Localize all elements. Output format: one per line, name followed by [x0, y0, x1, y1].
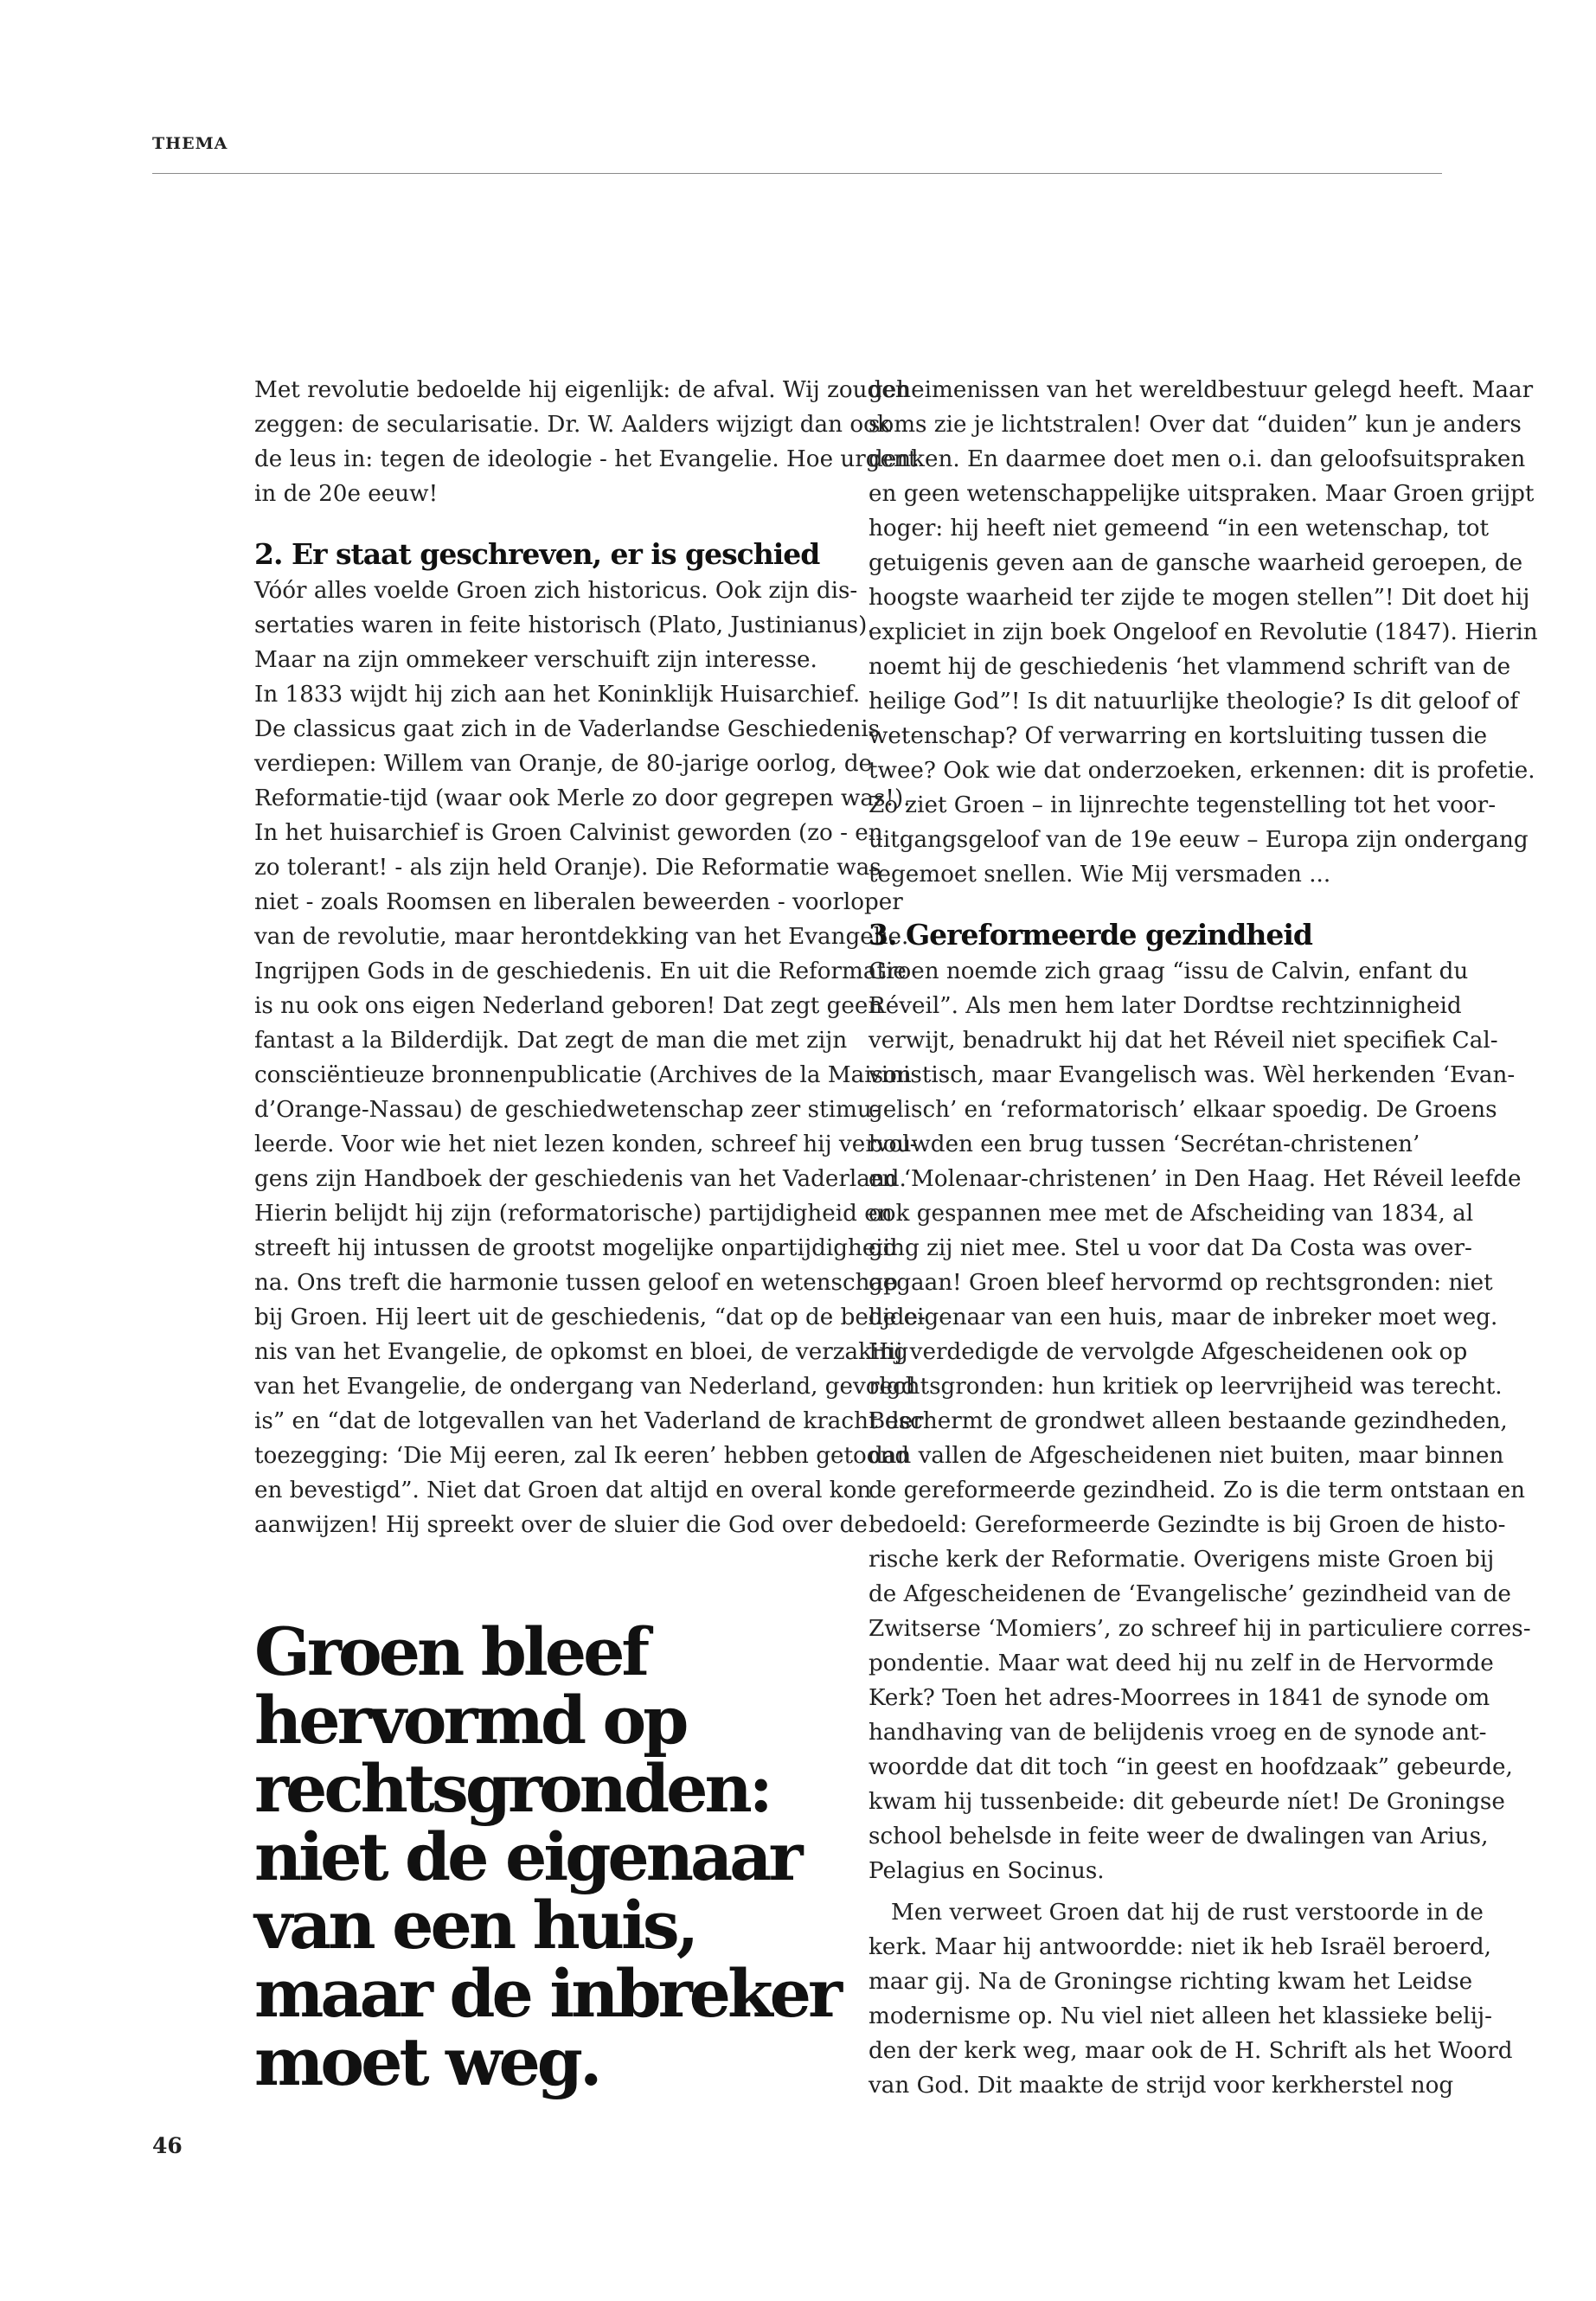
text-line: nis van het Evangelie, de opkomst en bloei, de verzaking — [254, 1339, 909, 1365]
text-line: bij Groen. Hij leert uit de geschiedenis, “dat op de belijde- — [254, 1304, 926, 1330]
text-line: Met revolutie bedoelde hij eigenlijk: de afval. Wij zouden — [254, 377, 910, 403]
text-line: Vóór alles voelde Groen zich historicus. Ook zijn dis- — [254, 578, 858, 604]
page-number: 46 — [152, 2133, 183, 2158]
text-line: getuigenis geven aan de gansche waarheid geroepen, de — [869, 550, 1523, 576]
section-heading-3: 3. Gereformeerde gezindheid — [869, 918, 1312, 952]
left-intro — [254, 373, 918, 511]
left-column — [254, 373, 926, 1542]
text-line: en bevestigd”. Niet dat Groen dat altijd en overal kon — [254, 1477, 872, 1503]
text-line: ging zij niet mee. Stel u voor dat Da Costa was over- — [869, 1235, 1472, 1261]
text-line: woordde dat dit toch “in geest en hoofdzaak” gebeurde, — [869, 1754, 1513, 1780]
text-line: is nu ook ons eigen Nederland geboren! Dat zegt geen — [254, 993, 883, 1019]
text-line: en ‘Molenaar-christenen’ in Den Haag. Het Réveil leefde — [869, 1166, 1522, 1192]
text-line: rische kerk der Reformatie. Overigens miste Groen bij — [869, 1547, 1495, 1573]
text-line: gegaan! Groen bleef hervormd op rechtsgronden: niet — [869, 1270, 1493, 1296]
text-line: gelisch’ en ‘reformatorisch’ elkaar spoedig. De Groens — [869, 1097, 1497, 1123]
header-divider — [152, 173, 1442, 174]
text-line: In 1833 wijdt hij zich aan het Koninklijk Huisarchief. — [254, 682, 861, 708]
text-line: is” en “dat de lotgevallen van het Vaderland de kracht der — [254, 1408, 924, 1434]
text-line: streeft hij intussen de grootst mogelijke onpartijdigheid — [254, 1235, 898, 1261]
right-body — [869, 954, 1531, 1888]
text-line: geheimenissen van het wereldbestuur gelegd heeft. Maar — [869, 377, 1534, 403]
text-line: zo tolerant! - als zijn held Oranje). Die Reformatie was — [254, 855, 881, 881]
text-line: hoger: hij heeft niet gemeend “in een wetenschap, tot — [869, 516, 1490, 542]
text-line: uitgangsgeloof van de 19e eeuw – Europa zijn ondergang — [869, 827, 1529, 853]
text-line: de Afgescheidenen de ‘Evangelische’ gezindheid van de — [869, 1581, 1511, 1607]
text-line: sertaties waren in feite historisch (Plato, Justinianus). — [254, 612, 875, 638]
pull-quote-line: van een huis, — [254, 1887, 696, 1964]
text-line: bouwden een brug tussen ‘Secrétan-christenen’ — [869, 1131, 1420, 1157]
text-line: tegemoet snellen. Wie Mij versmaden ... — [869, 862, 1331, 888]
text-line: soms zie je lichtstralen! Over dat “duiden” kun je anders — [869, 412, 1522, 438]
text-line: gens zijn Handboek der geschiedenis van het Vaderland. — [254, 1166, 907, 1192]
text-line: den der kerk weg, maar ook de H. Schrift als het Woord — [869, 2038, 1513, 2064]
right-intro — [869, 373, 1538, 892]
text-line: Réveil”. Als men hem later Dordtse rechtzinnigheid — [869, 993, 1462, 1019]
text-line: consciëntieuze bronnenpublicatie (Archives de la Maison — [254, 1062, 912, 1088]
pull-quote-line: niet de eigenaar — [254, 1818, 800, 1895]
text-line: de eigenaar van een huis, maar de inbreker moet weg. — [869, 1304, 1498, 1330]
text-line: aanwijzen! Hij spreekt over de sluier die God over de — [254, 1512, 868, 1538]
pull-quote-line: moet weg. — [254, 2023, 599, 2100]
text-line: Kerk? Toen het adres-Moorrees in 1841 de synode om — [869, 1685, 1490, 1711]
text-line: school behelsde in feite weer de dwalingen van Arius, — [869, 1823, 1489, 1849]
text-line: de gereformeerde gezindheid. Zo is die term ontstaan en — [869, 1477, 1525, 1503]
text-line: van de revolutie, maar herontdekking van het Evangelie. — [254, 924, 909, 950]
text-line: De classicus gaat zich in de Vaderlandse Geschiedenis — [254, 716, 881, 742]
left-body — [254, 574, 926, 1542]
pull-quote-line: maar de inbreker — [254, 1955, 840, 2032]
text-line: van God. Dit maakte de strijd voor kerkherstel nog — [869, 2073, 1454, 2099]
right-body-2-first: Men verweet Groen dat hij de rust verstoorde in de — [891, 1900, 1484, 1926]
text-line: Hierin belijdt hij zijn (reformatorische) partijdigheid en — [254, 1201, 893, 1227]
section-heading-2: 2. Er staat geschreven, er is geschied — [254, 537, 820, 571]
text-line: toezegging: ‘Die Mij eeren, zal Ik eeren’ hebben getoond — [254, 1443, 910, 1469]
pull-quote — [254, 1613, 840, 2100]
section-label: THEMA — [152, 134, 228, 153]
text-line: zeggen: de secularisatie. Dr. W. Aalders wijzigt dan ook — [254, 412, 891, 438]
text-line: vinistisch, maar Evangelisch was. Wèl herkenden ‘Evan- — [869, 1062, 1516, 1088]
text-line: en geen wetenschappelijke uitspraken. Maar Groen grijpt — [869, 481, 1535, 507]
text-line: Ingrijpen Gods in de geschiedenis. En uit die Reformatie — [254, 958, 907, 984]
text-line: pondentie. Maar wat deed hij nu zelf in de Hervormde — [869, 1650, 1494, 1676]
pull-quote-line: rechtsgronden: — [254, 1750, 770, 1827]
text-line: Zwitserse ‘Momiers’, zo schreef hij in particuliere corres- — [869, 1616, 1531, 1642]
text-line: kerk. Maar hij antwoordde: niet ik heb Israël beroerd, — [869, 1934, 1491, 1960]
text-line: handhaving van de belijdenis vroeg en de synode ant- — [869, 1720, 1487, 1746]
text-line: modernisme op. Nu viel niet alleen het klassieke belij- — [869, 2003, 1492, 2029]
text-line: in de 20e eeuw! — [254, 481, 439, 507]
text-line: Maar na zijn ommekeer verschuift zijn interesse. — [254, 647, 817, 673]
right-column — [869, 373, 1538, 2103]
text-line: maar gij. Na de Groningse richting kwam het Leidse — [869, 1969, 1473, 1995]
text-line: denken. En daarmee doet men o.i. dan geloofsuitspraken — [869, 446, 1526, 472]
text-line: de leus in: tegen de ideologie - het Evangelie. Hoe urgent — [254, 446, 918, 472]
text-line: wetenschap? Of verwarring en kortsluiting tussen die — [869, 723, 1488, 749]
text-line: Beschermt de grondwet alleen bestaande gezindheden, — [869, 1408, 1508, 1434]
pull-quote-line: Groen bleef — [254, 1613, 647, 1690]
text-line: verwijt, benadrukt hij dat het Réveil niet specifiek Cal- — [869, 1028, 1498, 1054]
text-line: d’Orange-Nassau) de geschiedwetenschap zeer stimu- — [254, 1097, 880, 1123]
text-line: niet - zoals Roomsen en liberalen beweerden - voorloper — [254, 889, 903, 915]
text-line: hoogste waarheid ter zijde te mogen stellen”! Dit doet hij — [869, 585, 1530, 611]
text-line: Pelagius en Socinus. — [869, 1858, 1105, 1884]
text-line: ook gespannen mee met de Afscheiding van 1834, al — [869, 1201, 1474, 1227]
text-line: Reformatie-tijd (waar ook Merle zo door gegrepen was!). — [254, 785, 911, 811]
text-line: In het huisarchief is Groen Calvinist geworden (zo - en — [254, 820, 883, 846]
right-body-2 — [869, 1930, 1513, 2103]
text-line: van het Evangelie, de ondergang van Nederland, gevolgd — [254, 1374, 916, 1400]
text-line: twee? Ook wie dat onderzoeken, erkennen: dit is profetie. — [869, 758, 1535, 784]
text-line: Groen noemde zich graag “issu de Calvin, enfant du — [869, 958, 1469, 984]
text-line: kwam hij tussenbeide: dit gebeurde níet! De Groningse — [869, 1789, 1505, 1815]
text-line: leerde. Voor wie het niet lezen konden, schreef hij vervol- — [254, 1131, 918, 1157]
text-line: na. Ons treft die harmonie tussen geloof en wetenschap — [254, 1270, 898, 1296]
text-line: Hij verdedigde de vervolgde Afgescheidenen ook op — [869, 1339, 1468, 1365]
text-line: bedoeld: Gereformeerde Gezindte is bij Groen de histo- — [869, 1512, 1506, 1538]
text-line: expliciet in zijn boek Ongeloof en Revolutie (1847). Hierin — [869, 619, 1538, 645]
text-line: dan vallen de Afgescheidenen niet buiten, maar binnen — [869, 1443, 1504, 1469]
text-line: fantast a la Bilderdijk. Dat zegt de man die met zijn — [254, 1028, 848, 1054]
text-line: heilige God”! Is dit natuurlijke theologie? Is dit geloof of — [869, 689, 1519, 715]
text-line: rechtsgronden: hun kritiek op leervrijheid was terecht. — [869, 1374, 1503, 1400]
pull-quote-line: hervormd op — [254, 1682, 686, 1759]
text-line: noemt hij de geschiedenis ‘het vlammend schrift van de — [869, 654, 1511, 680]
text-line: verdiepen: Willem van Oranje, de 80-jarige oorlog, de — [254, 751, 873, 777]
text-line: Zo ziet Groen – in lijnrechte tegenstelling tot het voor- — [869, 792, 1497, 818]
